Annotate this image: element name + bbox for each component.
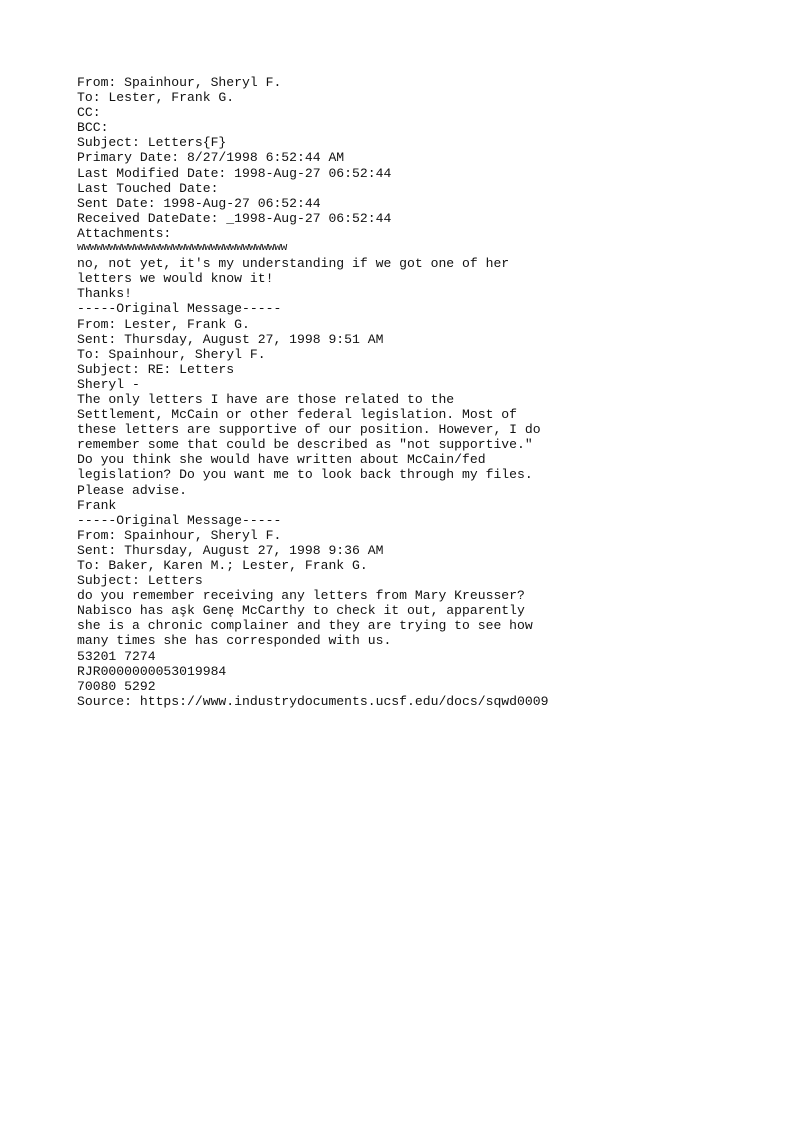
- original2-subject-line: Subject: Letters: [77, 573, 203, 589]
- document-code: 53201 7274: [77, 648, 156, 664]
- original1-body-line: remember some that could be described as "not supportive.": [77, 437, 533, 453]
- reply-line: Thanks!: [77, 286, 133, 302]
- original1-subject-line: Subject: RE: Letters: [77, 361, 235, 377]
- original1-body-line: Settlement, McCain or other federal legislation. Most of: [77, 407, 518, 423]
- document-code: 70080 5292: [77, 678, 156, 694]
- sent-date-line: Sent Date: 1998-Aug-27 06:52:44: [77, 195, 321, 211]
- original-message-divider: -----Original Message-----: [77, 512, 282, 528]
- original1-body-line: legislation? Do you want me to look back through my files.: [77, 467, 533, 483]
- received-date-line: Received DateDate: _1998-Aug-27 06:52:44: [77, 210, 392, 226]
- original2-body-line: do you remember receiving any letters from Mary Kreusser?: [77, 588, 525, 604]
- original2-to-line: To: Baker, Karen M.; Lester, Frank G.: [77, 558, 368, 573]
- original-message-divider: -----Original Message-----: [77, 301, 282, 317]
- cc-line: CC:: [77, 105, 101, 121]
- original1-sent-line: Sent: Thursday, August 27, 1998 9:51 AM: [77, 331, 384, 347]
- original1-body-line: Sheryl -: [77, 376, 140, 392]
- primary-date-line: Primary Date: 8/27/1998 6:52:44 AM: [77, 150, 345, 166]
- original2-sent-line: Sent: Thursday, August 27, 1998 9:36 AM: [77, 542, 384, 558]
- subject-line: Subject: Letters{F}: [77, 135, 227, 151]
- last-modified-line: Last Modified Date: 1998-Aug-27 06:52:44: [77, 165, 392, 181]
- email-document: [77, 75, 777, 709]
- reply-line: no, not yet, it's my understanding if we got one of her: [77, 256, 510, 272]
- separator-line: wwwwwwwwwwwwwwwwwwwwwwwwwwwwwwwww: [77, 242, 287, 255]
- original2-body-line: she is a chronic complainer and they are trying to see how: [77, 618, 533, 634]
- original1-from-line: From: Lester, Frank G.: [77, 316, 250, 332]
- original1-to-line: To: Spainhour, Sheryl F.: [77, 346, 266, 362]
- original1-body-line: Frank: [77, 497, 117, 513]
- original1-body-line: The only letters I have are those related to the: [77, 391, 455, 407]
- attachments-line: Attachments:: [77, 225, 172, 241]
- original1-body-line: these letters are supportive of our position. However, I do: [77, 422, 541, 438]
- from-line: From: Spainhour, Sheryl F.: [77, 75, 282, 90]
- to-line: To: Lester, Frank G.: [77, 90, 235, 106]
- source-line: Source: https://www.industrydocuments.ucsf.edu/docs/sqwd0009: [77, 693, 549, 709]
- document-code: RJR0000000053019984: [77, 663, 227, 679]
- original1-body-line: Do you think she would have written about McCain/fed: [77, 452, 486, 468]
- original2-body-line: Nabisco has aşk Genę McCarthy to check it out, apparently: [77, 603, 525, 619]
- last-touched-line: Last Touched Date:: [77, 180, 219, 196]
- original1-body-line: Please advise.: [77, 482, 188, 498]
- reply-line: letters we would know it!: [77, 271, 274, 287]
- original2-from-line: From: Spainhour, Sheryl F.: [77, 527, 282, 543]
- bcc-line: BCC:: [77, 120, 109, 136]
- original2-body-line: many times she has corresponded with us.: [77, 633, 392, 649]
